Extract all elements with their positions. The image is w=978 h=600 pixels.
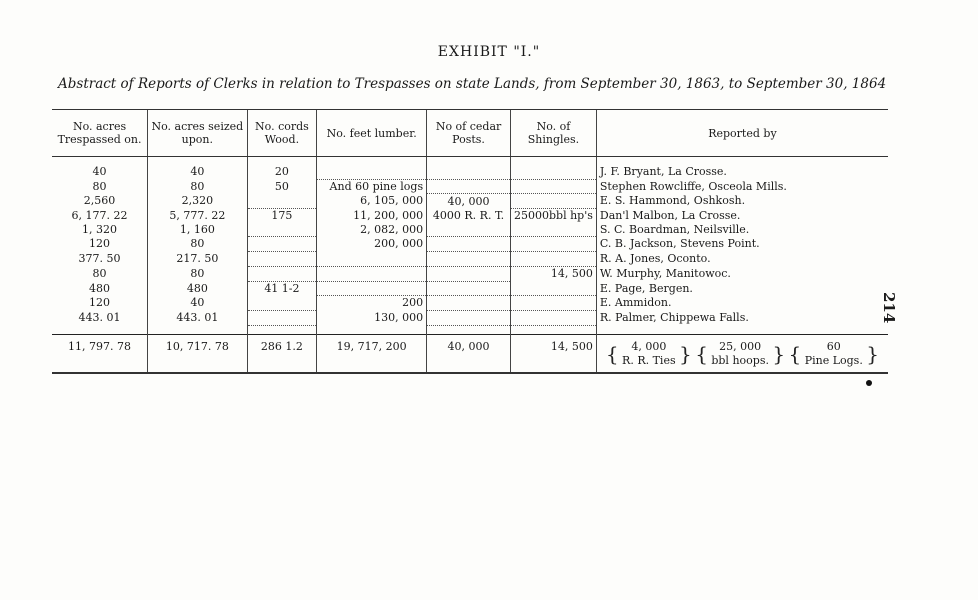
cell-reporter: C. B. Jackson, Stevens Point. <box>596 237 888 252</box>
header-reported-by: Reported by <box>596 110 888 157</box>
cell-posts <box>427 310 511 325</box>
total-acres-trespassed: 11, 797. 78 <box>52 334 148 373</box>
cell-seized: 480 <box>148 281 248 296</box>
cell-shingles <box>511 179 597 194</box>
cell-posts <box>427 296 511 311</box>
extra-bbl-hoops <box>711 340 769 368</box>
cell-cords <box>247 237 317 252</box>
cell-trespassed: 80 <box>92 179 107 193</box>
cell-lumber <box>317 266 427 281</box>
cell-seized: 40 <box>148 165 248 179</box>
page-number: 214 <box>880 292 898 324</box>
cell-shingles <box>511 223 597 237</box>
cell-lumber <box>317 252 427 267</box>
cell-trespassed: 120 <box>89 237 111 251</box>
cell-trespassed: 80 <box>92 266 107 280</box>
total-acres-seized: 10, 717. 78 <box>148 334 248 373</box>
table-row <box>52 281 888 296</box>
extra-label: bbl hoops. <box>711 353 769 367</box>
cell-shingles <box>511 252 597 267</box>
table-row <box>52 266 888 281</box>
brace-close: } <box>679 341 692 366</box>
cell-posts <box>427 179 511 194</box>
cell-shingles: 25000bbl hp's <box>511 209 597 223</box>
cell-shingles <box>511 165 597 179</box>
cell-lumber: 130, 000 <box>317 310 427 325</box>
cell-reporter: E. Ammidon. <box>596 296 888 311</box>
table-row <box>52 237 888 252</box>
cell-posts: 40, 000 <box>427 194 511 209</box>
header-acres-seized: No. acres seized upon. <box>148 110 248 157</box>
cell-trespassed: 377. 50 <box>78 252 121 266</box>
cell-reporter: Stephen Rowcliffe, Osceola Mills. <box>596 179 888 194</box>
table-body <box>52 157 888 326</box>
cell-seized: 443. 01 <box>148 310 248 325</box>
brace-close: } <box>772 341 786 366</box>
trespass-table <box>52 109 888 374</box>
cell-shingles <box>511 310 597 325</box>
cell-shingles: 14, 500 <box>511 266 597 281</box>
cell-shingles <box>511 194 597 209</box>
cell-seized: 80 <box>148 266 248 281</box>
header-cords-wood: No. cords Wood. <box>247 110 317 157</box>
cell-posts <box>427 165 511 179</box>
cell-reporter: Dan'l Malbon, La Crosse. <box>596 209 888 223</box>
cell-reporter: J. F. Bryant, La Crosse. <box>596 165 888 179</box>
extra-value: 25, 000 <box>719 339 762 353</box>
cell-reporter: R. Palmer, Chippewa Falls. <box>596 310 888 325</box>
totals-row <box>52 334 888 373</box>
cell-seized: 2,320 <box>148 194 248 209</box>
cell-seized: 80 <box>148 179 248 194</box>
cell-seized: 5, 777. 22 <box>148 209 248 223</box>
header-cedar-posts: No of cedar Posts. <box>427 110 511 157</box>
cell-posts <box>427 266 511 281</box>
extra-value: 60 <box>826 339 841 353</box>
cell-posts <box>427 252 511 267</box>
cell-shingles <box>511 237 597 252</box>
extra-value: 4, 000 <box>631 339 667 353</box>
cell-cords <box>247 310 317 325</box>
spacer-row <box>52 325 888 334</box>
cell-trespassed: 120 <box>89 296 111 310</box>
cell-posts <box>427 223 511 237</box>
cell-shingles <box>511 296 597 311</box>
cell-cords: 41 1-2 <box>247 281 317 296</box>
cell-lumber: And 60 pine logs <box>317 179 427 194</box>
cell-cords <box>247 266 317 281</box>
exhibit-title: EXHIBIT "I." <box>437 44 541 60</box>
cell-seized: 80 <box>148 237 248 252</box>
table-row <box>52 252 888 267</box>
cell-lumber: 200 <box>317 296 427 311</box>
cell-lumber: 200, 000 <box>317 237 427 252</box>
cell-cords: 175 <box>247 209 317 223</box>
cell-trespassed: 6, 177. 22 <box>71 208 128 222</box>
cell-trespassed: 480 <box>89 281 111 295</box>
cell-seized: 1, 160 <box>148 223 248 237</box>
cell-trespassed: 443. 01 <box>78 310 121 324</box>
brace-open: { <box>788 341 802 366</box>
header-feet-lumber: No. feet lumber. <box>317 110 427 157</box>
cell-seized: 217. 50 <box>148 252 248 267</box>
brace-open: { <box>695 341 708 366</box>
cell-reporter: E. Page, Bergen. <box>596 281 888 296</box>
cell-lumber <box>317 281 427 296</box>
cell-lumber <box>317 165 427 179</box>
cell-reporter: R. A. Jones, Oconto. <box>596 252 888 267</box>
header-acres-trespassed: No. acres Trespassed on. <box>52 110 148 157</box>
table-subtitle: Abstract of Reports of Clerks in relation to Trespasses on state Lands, from September 30, 1863, to September 30, 1864 <box>58 76 887 92</box>
totals-body <box>52 325 888 373</box>
total-extras-cell <box>596 334 888 373</box>
brace-open: { <box>605 341 619 366</box>
table-row <box>52 165 888 179</box>
total-cedar-posts: 40, 000 <box>427 334 511 373</box>
table-row <box>52 179 888 194</box>
table-row <box>52 310 888 325</box>
cell-trespassed: 2,560 <box>83 194 116 208</box>
total-cords-wood: 286 1.2 <box>247 334 317 373</box>
extra-label: Pine Logs. <box>804 353 863 367</box>
cell-posts <box>427 281 511 296</box>
cell-posts <box>427 237 511 252</box>
cell-shingles <box>511 281 597 296</box>
cell-lumber: 6, 105, 000 <box>317 194 427 209</box>
cell-cords: 50 <box>247 179 317 194</box>
cell-cords <box>247 296 317 311</box>
spacer-row <box>52 157 888 166</box>
cell-lumber: 11, 200, 000 <box>317 209 427 223</box>
table-row <box>52 296 888 311</box>
header-shingles: No. of Shingles. <box>511 110 597 157</box>
brace-close: } <box>866 341 879 366</box>
total-shingles: 14, 500 <box>511 334 597 373</box>
ink-dot <box>866 380 872 386</box>
cell-cords <box>247 223 317 237</box>
table-row <box>52 209 888 223</box>
extra-rr-ties <box>622 340 676 368</box>
header-row <box>52 110 888 157</box>
cell-cords: 20 <box>247 165 317 179</box>
cell-reporter: W. Murphy, Manitowoc. <box>596 266 888 281</box>
table-row <box>52 194 888 209</box>
cell-seized: 40 <box>148 296 248 311</box>
cell-cords <box>247 194 317 209</box>
cell-cords <box>247 252 317 267</box>
cell-reporter: E. S. Hammond, Oshkosh. <box>596 194 888 209</box>
extra-pine-logs <box>805 340 863 368</box>
cell-reporter: S. C. Boardman, Neilsville. <box>596 223 888 237</box>
cell-posts: 4000 R. R. T. <box>427 209 511 223</box>
cell-trespassed: 1, 320 <box>82 223 118 236</box>
total-feet-lumber: 19, 717, 200 <box>317 334 427 373</box>
cell-lumber: 2, 082, 000 <box>317 223 427 237</box>
extra-label: R. R. Ties <box>622 353 676 367</box>
cell-trespassed: 40 <box>92 165 107 179</box>
table-row <box>52 223 888 237</box>
total-extras <box>600 340 885 368</box>
